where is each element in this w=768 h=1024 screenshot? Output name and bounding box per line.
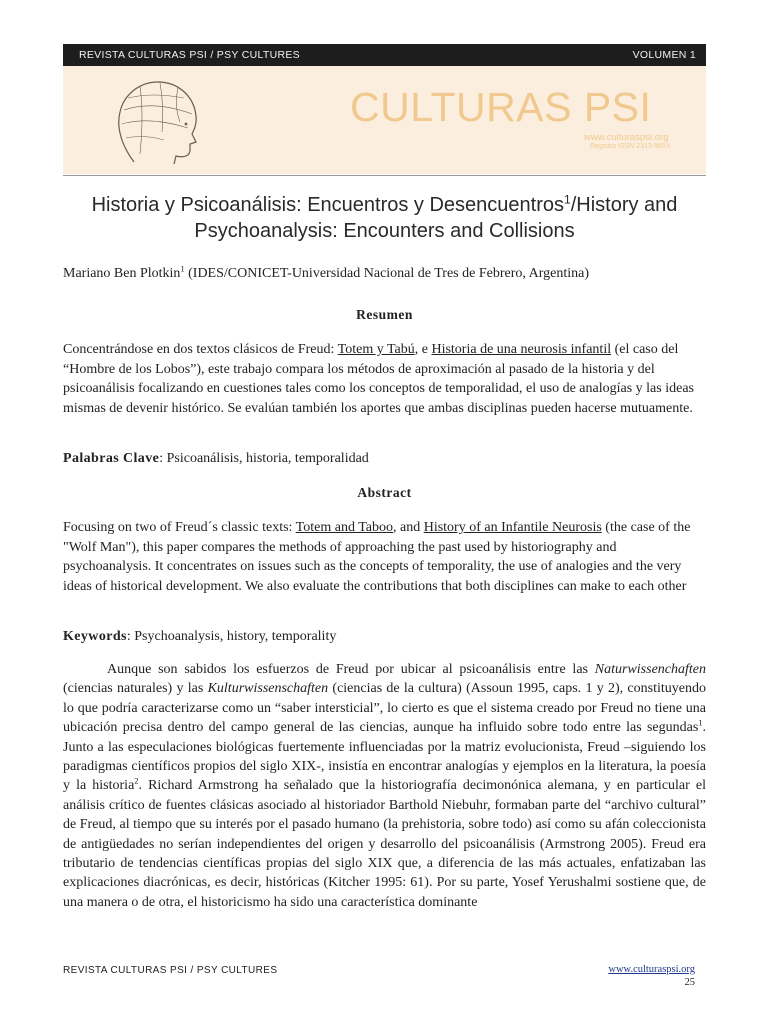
journal-title: CULTURAS PSI [350, 84, 652, 130]
journal-website: www.culturaspsi.org [584, 132, 669, 143]
header-divider [63, 175, 706, 176]
resumen-text: Concentrándose en dos textos clásicos de Freud: Totem y Tabú, e Historia de una neurosis infantil (el caso del “Hombre de los Lobos”), este trabajo compara los métodos de aproximación al pasado de la historia y del psicoanálisis focalizando en cuestiones tales como los conceptos de temporalidad, el uso de analogías y las ideas mismas de devenir histórico. Se evalúan también los aportes que ambas disciplinas pueden hacerse mutuamente. [63, 342, 694, 416]
author-line: Mariano Ben Plotkin$^1$ (IDES/CONICET-Universidad Nacional de Tres de Febrero, Argentina) [63, 264, 589, 281]
palabras-clave: Palabras Clave: Psicoanálisis, historia, temporalidad [63, 451, 369, 466]
abstract-heading: Abstract [357, 485, 412, 500]
article-title: Historia y Psicoanálisis: Encuentros y Desencuentros$^1$/History and Psychoanalysis: Encounters and Collisions [91, 192, 678, 242]
keywords: Keywords: Psychoanalysis, history, temporality [63, 629, 337, 644]
footer-journal-name: REVISTA CULTURAS PSI / PSY CULTURES [63, 965, 278, 976]
body-paragraph: Aunque son sabidos los esfuerzos de Freud por ubicar al psicoanálisis entre las Naturwissenchaften (ciencias naturales) y las Kulturwissenschaften (ciencias de la cultura) (Assoun 1995, caps. 1 y 2), constituyendo lo que podría caracterizarse como un “saber intersticial”, lo cierto es que el sistema creado por Freud no tiene una ubicación precisa dentro del campo general de las ciencias, aunque ha influido sobre todo entre las segundas$^1$. Junto a las especulaciones biológicas fuertemente influenciadas por la matriz evolucionista, Freud –siguiendo los paradigmas científicos propios del siglo XIX-, insistía en encontrar analogías y ejemplos en la literatura, la poesía y la historia$^2$. Richard Armstrong ha señalado que la historiografía decimonónica alemana, y en particular el análisis crítico de fuentes clásicas asociado al historiador Barthold Niebuhr, formaban parte del “archivo cultural” de Freud, al tiempo que su interés por el pasado humano (la prehistoria, sobre todo) así como su afán coleccionista de antigüedades no serían independientes del origen y desarrollo del psicoanálisis (Armstrong 2005). Freud era tributario de tendencias científicas propias del siglo XIX que, a diferencia de las más actuales, enfatizaban las explicaciones diacrónicas, es decir, históricas (Kitcher 1995: 61). Por su parte, Yosef Yerushalmi sostiene que, de una manera o de otra, el historicismo ha sido una característica dominante [63, 662, 706, 910]
phrenology-head-illustration [104, 76, 204, 168]
journal-header-bar [63, 44, 706, 66]
resumen-heading: Resumen [356, 307, 413, 322]
author-affiliation: (IDES/CONICET-Universidad Nacional de Tres de Febrero, Argentina) [184, 266, 589, 281]
journal-banner [63, 66, 706, 174]
journal-issn: Registro ISSN 2313-965X [590, 143, 671, 150]
author-name: Mariano Ben Plotkin [63, 266, 181, 281]
footer-website-link[interactable]: www.culturaspsi.org [608, 964, 695, 975]
page-number: 25 [684, 977, 695, 988]
abstract-text: Focusing on two of Freud´s classic texts: Totem and Taboo, and History of an Infantile Neurosis (the case of the "Wolf Man"), this paper compares the methods of approaching the past used by historiography and psychoanalysis. It concentrates on issues such as the concepts of temporality, the use of analogies and the very ideas of historical development. We also evaluate the contributions that both disciplines can make to each other [63, 520, 691, 594]
journal-name: REVISTA CULTURAS PSI / PSY CULTURES [79, 49, 300, 61]
volume-label: VOLUMEN 1 [632, 49, 696, 61]
